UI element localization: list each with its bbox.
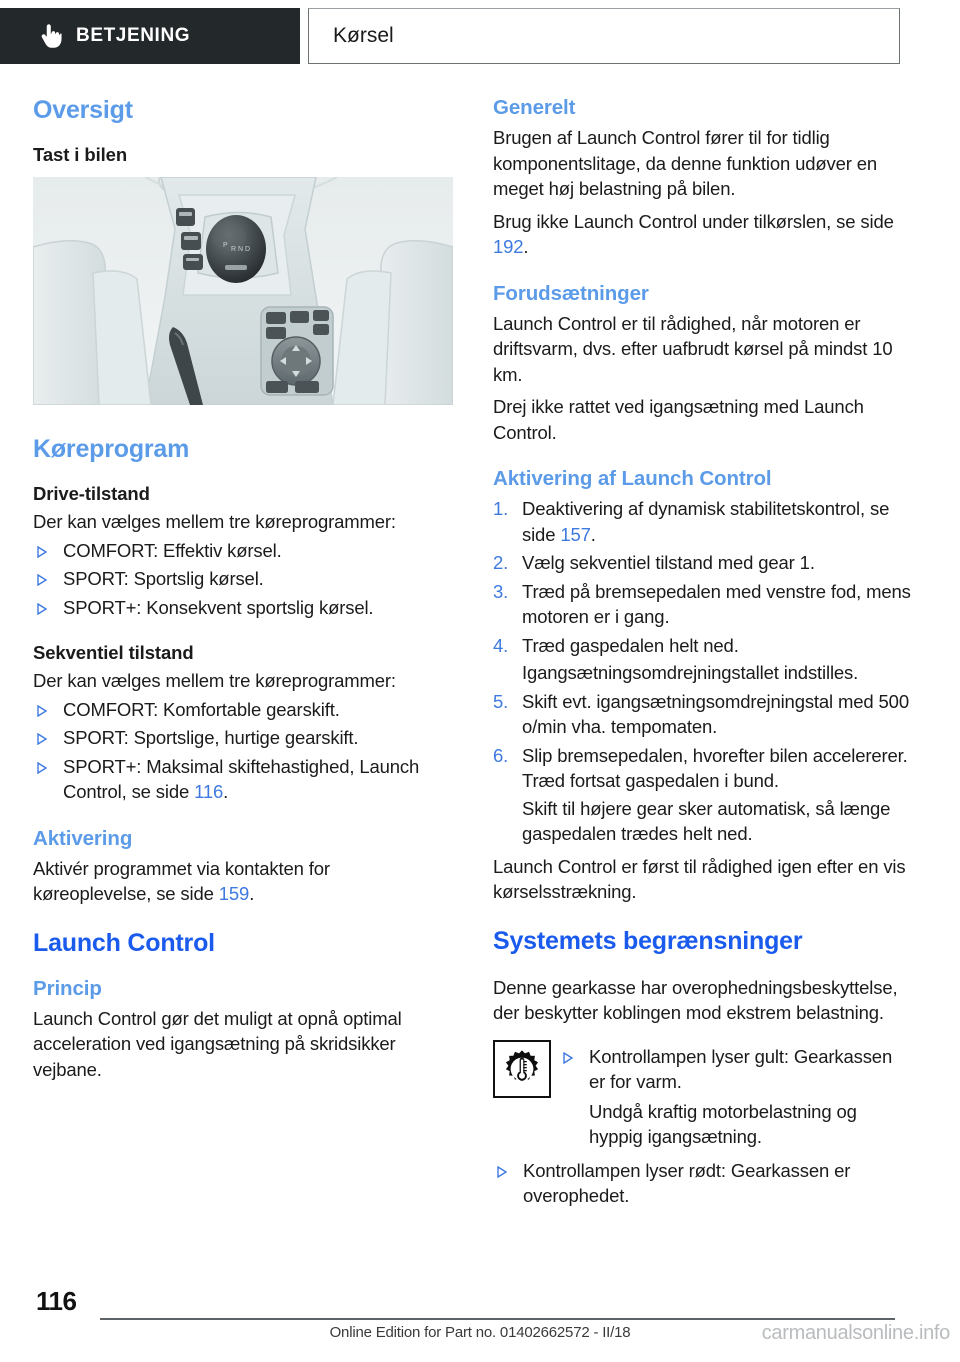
heading-tast-i-bilen: Tast i bilen <box>33 144 128 165</box>
triangle-bullet-icon <box>33 538 63 558</box>
step-note: Skift til højere gear sker automatisk, så længe gaspedalen trædes helt ned. <box>522 797 891 844</box>
aktivering-text: Aktivér programmet via kontakten for køreoplevelse, se side 159. <box>33 857 330 904</box>
list-item <box>33 566 453 592</box>
launch-control-closing-text: Launch Control er først til rådighed igen efter en vis kørselsstrækning. <box>493 855 906 902</box>
forudsaetninger-paragraph-2: Drej ikke rattet ved igangsætning med Launch Control. <box>493 396 864 443</box>
heading-koereprogram: Køreprogram <box>33 435 190 463</box>
triangle-bullet-icon <box>33 725 63 745</box>
step-number: 1. <box>493 498 509 519</box>
list-item <box>33 754 453 805</box>
drive-bullet-list <box>33 538 453 621</box>
page-reference[interactable]: 157 <box>560 523 591 545</box>
gear-thermometer-icon <box>493 1040 551 1098</box>
heading-oversigt: Oversigt <box>33 96 133 124</box>
list-item <box>493 743 913 847</box>
list-item-label: SPORT: Sportslig kørsel. <box>63 568 264 589</box>
warning-note: Undgå kraftig motorbelastning og hyppig igangsætning. <box>589 1100 857 1147</box>
list-item <box>493 689 913 740</box>
generelt-paragraph-2: Brug ikke Launch Control under tilkørslen, se side 192. <box>493 210 894 257</box>
sekventiel-intro-text: Der kan vælges mellem tre køreprogrammer: <box>33 670 396 691</box>
step-note: Igangsætningsomdrejningstallet indstilles. <box>522 662 859 683</box>
svg-text:R N D: R N D <box>231 246 251 253</box>
section-tab[interactable] <box>308 8 900 64</box>
page-columns <box>0 96 960 1209</box>
list-item <box>33 697 453 723</box>
right-column <box>493 96 913 1209</box>
list-item <box>559 1044 913 1095</box>
triangle-bullet-icon <box>33 595 63 615</box>
list-item <box>493 1158 913 1209</box>
step-text: Træd på bremsepedalen med venstre fod, mens motoren er i gang. <box>522 580 911 627</box>
footer-divider <box>100 1318 895 1320</box>
list-item-label: SPORT+: Maksimal skiftehastighed, Launch Control, se side 116. <box>63 755 420 802</box>
list-item <box>493 633 913 686</box>
list-item-label: COMFORT: Komfortable gearskift. <box>63 698 340 720</box>
list-item-label: Kontrollampen lyser gult: Gearkassen er for varm. <box>589 1045 893 1092</box>
watermark: carmanualsonline.info <box>761 1322 950 1344</box>
chapter-tab[interactable] <box>0 8 300 64</box>
heading-launch-control: Launch Control <box>33 928 215 957</box>
step-number: 2. <box>493 552 509 573</box>
triangle-bullet-icon <box>493 1158 523 1178</box>
page-reference[interactable]: 159 <box>218 883 250 904</box>
activation-steps-list <box>493 496 913 847</box>
edition-note: Online Edition for Part no. 01402662572 - II/18 <box>329 1324 631 1341</box>
pointing-hand-icon <box>40 23 62 49</box>
heading-aktivering: Aktivering <box>33 826 133 850</box>
list-item-label: SPORT: Sportslige, hurtige gearskift. <box>63 727 359 748</box>
sekventiel-bullet-list <box>33 697 453 805</box>
triangle-bullet-icon <box>33 566 63 586</box>
chapter-label: BETJENING <box>76 25 191 46</box>
left-column <box>33 96 453 1209</box>
list-item <box>493 579 913 630</box>
warning-block <box>493 1040 913 1150</box>
step-number: 6. <box>493 744 509 766</box>
list-item <box>33 538 453 564</box>
forudsaetninger-paragraph-1: Launch Control er til rådighed, når motoren er driftsvarm, dvs. efter uafbrudt kørsel på mindst 10 km. <box>493 312 893 385</box>
heading-sekventiel-tilstand: Sekventiel tilstand <box>33 642 194 663</box>
step-number: 3. <box>493 580 509 602</box>
step-text: Træd gaspedalen helt ned. Igangsætningsomdrejningstallet indstilles. <box>522 633 913 686</box>
warning-text-group <box>559 1040 913 1150</box>
step-text: Skift evt. igangsætningsomdrejningstal med 500 o/min vha. tempomaten. <box>522 690 909 737</box>
page-number: 116 <box>36 1286 77 1316</box>
triangle-bullet-icon <box>559 1044 589 1064</box>
list-item <box>493 496 913 547</box>
page-reference[interactable]: 116 <box>194 781 224 802</box>
step-text: Slip bremsepedalen, hvorefter bilen accelererer. Træd fortsat gaspedalen i bund. Skift til højere gear sker automatisk, så længe gaspedalen trædes helt ned. <box>522 743 913 847</box>
step-number: 5. <box>493 690 509 712</box>
heading-systemets-begraensninger: Systemets begrænsninger <box>493 926 803 955</box>
step-text: Vælg sekventiel tilstand med gear 1. <box>522 552 815 573</box>
page-header <box>0 8 960 64</box>
heading-aktivering-af-launch-control: Aktivering af Launch Control <box>493 467 772 490</box>
section-label: Kørsel <box>333 24 394 47</box>
begraensninger-paragraph: Denne gearkasse har overophedningsbeskyttelse, der beskytter koblingen mod ekstrem belastning. <box>493 976 898 1023</box>
heading-drive-tilstand: Drive-tilstand <box>33 483 150 504</box>
list-item <box>33 595 453 621</box>
list-item <box>33 725 453 751</box>
svg-text:P: P <box>223 242 228 249</box>
drive-intro-text: Der kan vælges mellem tre køreprogrammer: <box>33 511 396 532</box>
list-item-label: SPORT+: Konsekvent sportslig kørsel. <box>63 596 374 618</box>
list-item <box>493 550 913 576</box>
generelt-paragraph-1: Brugen af Launch Control fører til for tidlig komponentslitage, da denne funktion udøver en meget høj belastning på bilen. <box>493 127 878 199</box>
heading-princip: Princip <box>33 976 102 1000</box>
page-footer <box>0 1272 960 1362</box>
list-item-label: COMFORT: Effektiv kørsel. <box>63 539 282 561</box>
heading-generelt: Generelt <box>493 96 576 119</box>
center-console-illustration <box>33 177 453 405</box>
triangle-bullet-icon <box>33 754 63 774</box>
page-reference[interactable]: 192 <box>493 236 524 257</box>
step-number: 4. <box>493 634 509 656</box>
list-item-label: Kontrollampen lyser rødt: Gearkassen er overophedet. <box>523 1159 851 1206</box>
triangle-bullet-icon <box>33 697 63 717</box>
step-text: Deaktivering af dynamisk stabilitetskontrol, se side 157. <box>522 498 890 545</box>
princip-text: Launch Control gør det muligt at opnå optimal acceleration ved igangsætning på skridsikker vejbane. <box>33 1007 402 1080</box>
heading-forudsaetninger: Forudsætninger <box>493 281 649 305</box>
